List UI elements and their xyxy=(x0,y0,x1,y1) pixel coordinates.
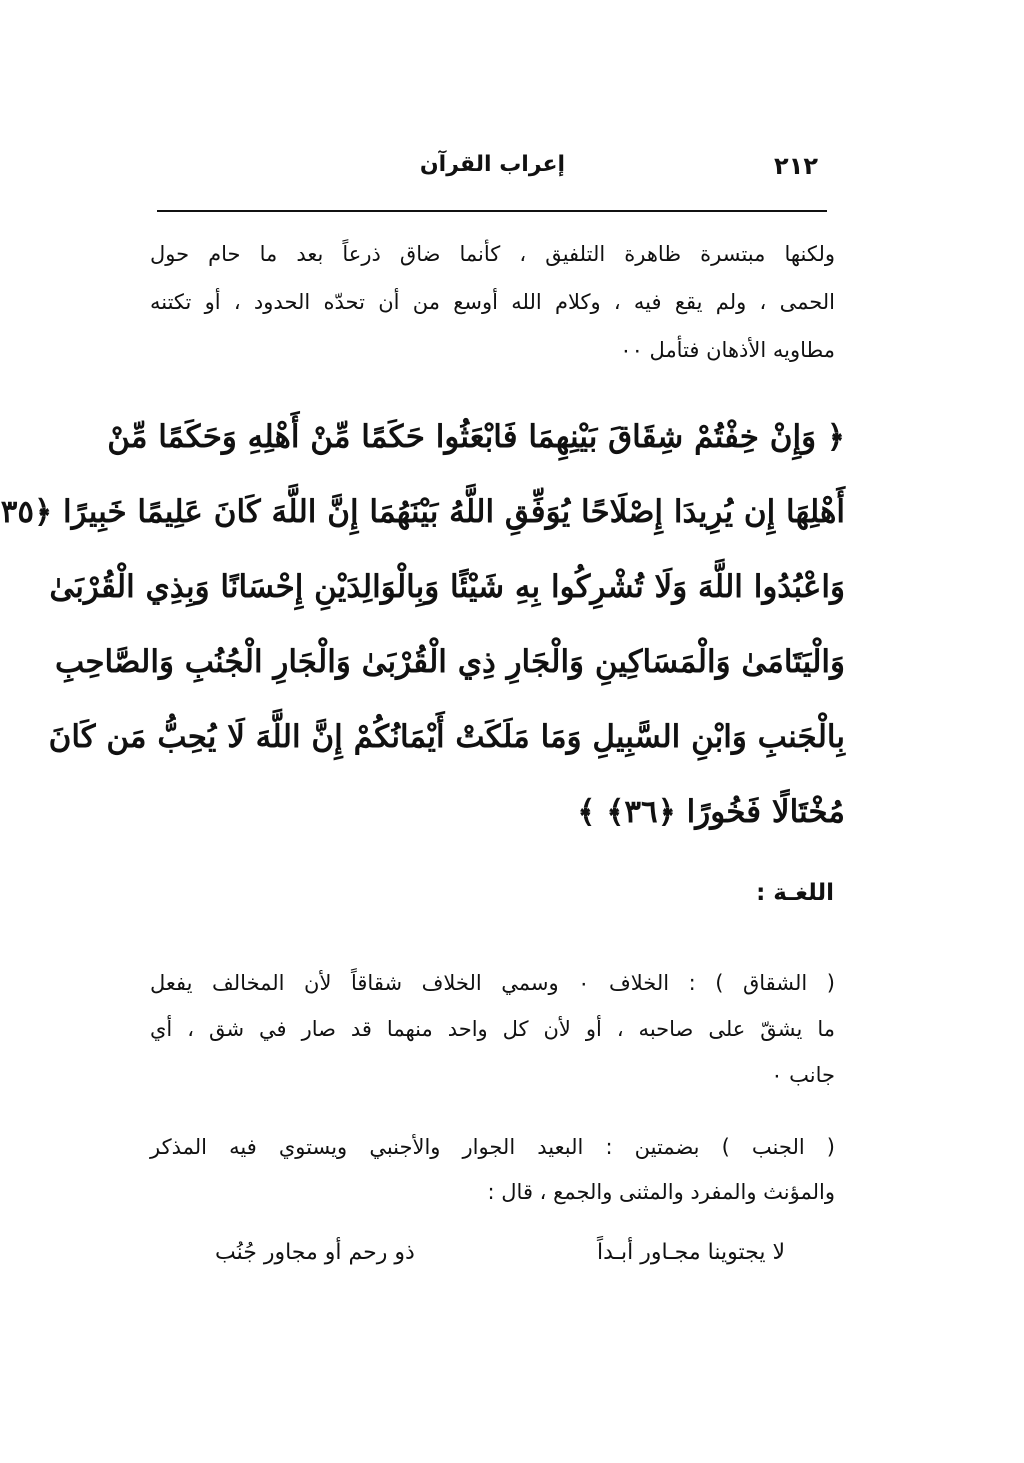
section-heading: اللغـة : xyxy=(756,880,834,906)
verse-line: بِالْجَنبِ وَابْنِ السَّبِيلِ وَمَا مَلَكَتْ أَيْمَانُكُمْ إِنَّ اللَّهَ لَا يُحِبُّ مَن كَانَ xyxy=(48,719,845,755)
verse-line: مُخْتَالًا فَخُورًا ﴿٣٦﴾ ﴾ xyxy=(577,794,845,830)
first-hemistich: لا يجتوينا مجـاور أبـداً xyxy=(596,1240,785,1265)
verse-line: وَالْيَتَامَىٰ وَالْمَسَاكِينِ وَالْجَارِ ذِي الْقُرْبَىٰ وَالْجَارِ الْجُنُبِ وَالصَّاحِبِ xyxy=(54,644,845,680)
verse-line: ﴿ وَإِنْ خِفْتُمْ شِقَاقَ بَيْنِهِمَا فَابْعَثُوا حَكَمًا مِّنْ أَهْلِهِ وَحَكَمًا مِّنْ xyxy=(107,419,845,455)
verse-line: وَاعْبُدُوا اللَّهَ وَلَا تُشْرِكُوا بِهِ شَيْئًا وَبِالْوَالِدَيْنِ إِحْسَانًا وَبِذِي الْقُرْبَىٰ xyxy=(49,569,845,605)
header-rule xyxy=(157,210,827,212)
lexicon-entry-junub xyxy=(150,1125,835,1215)
entry-line: ( الشقاق ) : الخلاف ٠ وسمي الخلاف شقاقاً لأن المخالف يفعل xyxy=(150,971,835,995)
poetry-verse xyxy=(215,1240,785,1280)
entry-line: ( الجنب ) بضمتين : البعيد الجوار والأجنبي ويستوي فيه المذكر xyxy=(150,1135,835,1159)
lexicon-entry-shiqaq xyxy=(150,960,835,1098)
entry-line: جانب ٠ xyxy=(771,1063,835,1087)
page-number: ٢١٢ xyxy=(774,152,818,180)
entry-line: ما يشقّ على صاحبه ، أو لأن كل واحد منهما قد صار في شق ، أي xyxy=(150,1017,835,1041)
intro-paragraph xyxy=(150,230,835,374)
verse-line: أَهْلِهَا إِن يُرِيدَا إِصْلَاحًا يُوَفِّقِ اللَّهُ بَيْنَهُمَا إِنَّ اللَّهَ كَانَ عَلِيمًا خَبِيرًا ﴿٣٥ xyxy=(0,494,845,530)
intro-line: ولكنها مبتسرة ظاهرة التلفيق ، كأنما ضاق ذرعاً بعد ما حام حول xyxy=(150,242,835,266)
intro-line: الحمى ، ولم يقع فيه ، وكلام الله أوسع من أن تحدّه الحدود ، أو تكتنه xyxy=(150,290,835,314)
entry-line: والمؤنث والمفرد والمثنى والجمع ، قال : xyxy=(487,1180,835,1204)
running-title: إعراب القرآن xyxy=(419,152,566,177)
second-hemistich: ذو رحم أو مجاور جُنُب xyxy=(215,1240,415,1265)
quran-verse xyxy=(0,400,845,850)
intro-line: مطاويه الأذهان فتأمل ٠٠ xyxy=(620,338,835,362)
page-header xyxy=(155,150,830,190)
